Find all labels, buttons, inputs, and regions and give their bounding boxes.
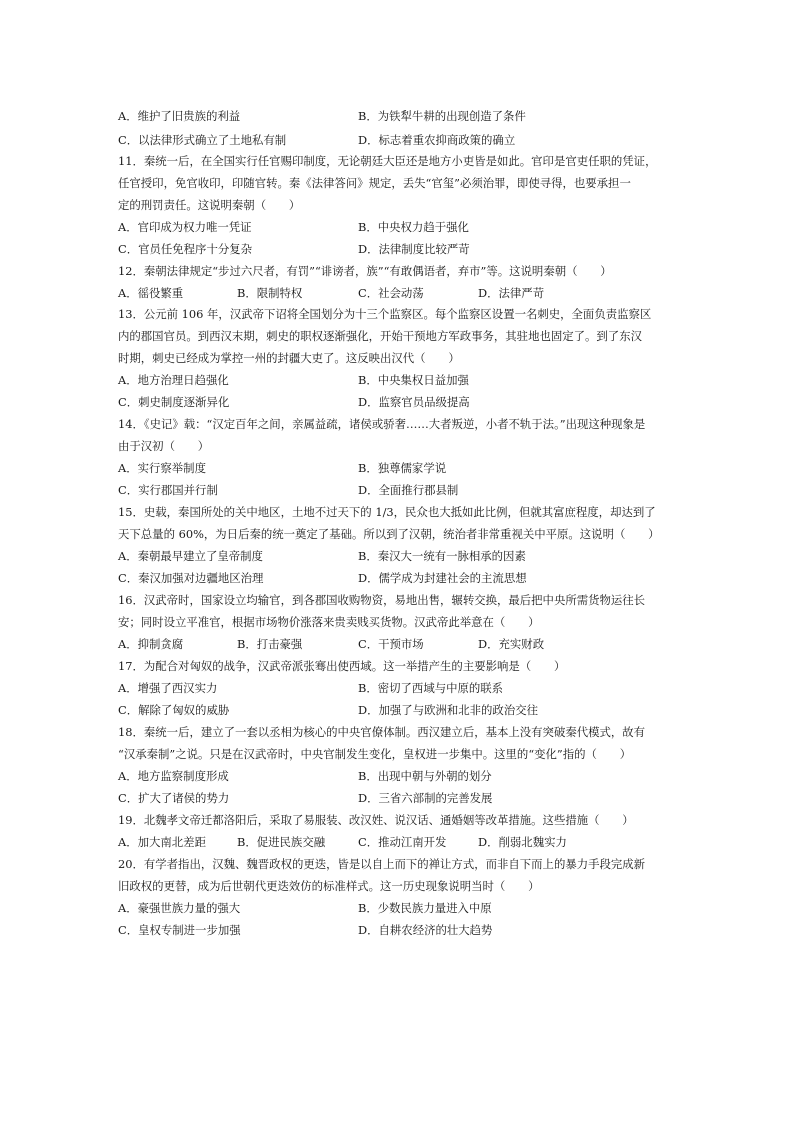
question-16-option-a: A．抑制贪腐 <box>118 637 184 651</box>
question-13-line-3: 时期，刺史已经成为掌控一州的封疆大吏了。这反映出汉代（ ） <box>118 351 460 365</box>
question-11-option-b: B．中央权力趋于强化 <box>358 220 469 234</box>
question-15-option-d: D．儒学成为封建社会的主流思想 <box>358 571 527 585</box>
question-11-line-1: 11．秦统一后，在全国实行任官赐印制度，无论朝廷大臣还是地方小吏皆是如此。官印是官吏任职的凭证， <box>118 154 657 168</box>
question-18-option-d: D．三省六部制的完善发展 <box>358 791 493 805</box>
question-17-option-c: C．解除了匈奴的威胁 <box>118 703 230 717</box>
question-13-option-c: C．刺史制度逐渐异化 <box>118 395 230 409</box>
question-18-line-1: 18．秦统一后，建立了一套以丞相为核心的中央官僚体制。西汉建立后，基本上没有突破秦代模式，故有 <box>118 725 646 739</box>
question-13-option-d: D．监察官员品级提高 <box>358 395 470 409</box>
question-17-option-b: B．密切了西域与中原的联系 <box>358 681 504 695</box>
question-20-line-2: 旧政权的更替，成为后世朝代更迭效仿的标准样式。这一历史现象说明当时（ ） <box>118 879 540 893</box>
option-a: A．维护了旧贵族的利益 <box>118 109 241 123</box>
question-16-option-d: D．充实财政 <box>478 637 545 651</box>
question-11-line-2: 任官授印，免官收印，印随官转。秦《法律答问》规定，丢失“官玺”必须治罪，即使寻得，也要承担一 <box>118 176 631 190</box>
question-14-option-a: A．实行察举制度 <box>118 461 206 475</box>
question-19-option-a: A．加大南北差距 <box>118 835 206 849</box>
question-20-line-1: 20．有学者指出，汉魏、魏晋政权的更迭，皆是以自上而下的禅让方式，而非自下而上的暴力手段完成新 <box>118 857 646 871</box>
question-15-option-b: B．秦汉大一统有一脉相承的因素 <box>358 549 526 563</box>
question-19-option-b: B．促进民族交融 <box>237 835 326 849</box>
question-14-option-c: C．实行郡国并行制 <box>118 483 218 497</box>
question-13-option-b: B．中央集权日益加强 <box>358 373 469 387</box>
question-14-option-d: D．全面推行郡县制 <box>358 483 459 497</box>
option-c: C．以法律形式确立了土地私有制 <box>118 133 287 147</box>
option-d: D．标志着重农抑商政策的确立 <box>358 133 516 147</box>
question-16-line-2: 安；同时设立平准官，根据市场物价涨落来贵卖贱买货物。汉武帝此举意在（ ） <box>118 615 540 629</box>
question-11-option-a: A．官印成为权力唯一凭证 <box>118 220 252 234</box>
question-16-line-1: 16．汉武帝时，国家设立均输官，到各郡国收购物资，易地出售，辗转交换，最后把中央所需货物运往长 <box>118 593 646 607</box>
question-14-line-2: 由于汉初（ ） <box>118 439 210 453</box>
question-11-option-d: D．法律制度比较严苛 <box>358 242 470 256</box>
question-14-line-1: 14．《史记》载：“汉定百年之间，亲属益疏，诸侯或骄奢……大者叛逆，小者不轨于法。”出现这种现象是 <box>118 417 646 431</box>
question-15-line-2: 天下总量的 60%，为日后秦的统一奠定了基础。所以到了汉朝，统治者非常重视关中平原。这说明（ ） <box>118 527 660 541</box>
question-20-option-b: B．少数民族力量进入中原 <box>358 901 492 915</box>
question-12-option-d: D．法律严苛 <box>478 286 545 300</box>
question-20-option-a: A．豪强世族力量的强大 <box>118 901 241 915</box>
question-19-option-c: C．推动江南开发 <box>358 835 447 849</box>
question-18-line-2: “汉承秦制”之说。只是在汉武帝时，中央官制发生变化，皇权进一步集中。这里的“变化”指的（ ） <box>118 747 632 761</box>
question-12-option-b: B．限制特权 <box>237 286 303 300</box>
question-16-option-c: C．干预市场 <box>358 637 424 651</box>
question-18-option-b: B．出现中朝与外朝的划分 <box>358 769 492 783</box>
question-14-option-b: B．独尊儒家学说 <box>358 461 447 475</box>
question-11-line-3: 定的刑罚责任。这说明秦朝（ ） <box>118 198 301 212</box>
question-11-option-c: C．官员任免程序十分复杂 <box>118 242 253 256</box>
question-15-option-a: A．秦朝最早建立了皇帝制度 <box>118 549 263 563</box>
question-19-line-1: 19．北魏孝文帝迁都洛阳后，采取了易服装、改汉姓、说汉话、通婚姻等改革措施。这些措施（ ） <box>118 813 634 827</box>
question-13-line-2: 内的郡国官员。到西汉末期，刺史的职权逐渐强化，开始干预地方军政事务，其驻地也固定了。到了东汉 <box>118 329 642 343</box>
question-20-option-c: C．皇权专制进一步加强 <box>118 923 241 937</box>
question-19-option-d: D．削弱北魏实力 <box>478 835 567 849</box>
question-13-line-1: 13．公元前 106 年，汉武帝下诏将全国划分为十三个监察区。每个监察区设置一名刺史，全面负责监察区 <box>118 307 652 321</box>
question-13-option-a: A．地方治理日趋强化 <box>118 373 229 387</box>
question-18-option-a: A．地方监察制度形成 <box>118 769 229 783</box>
question-20-option-d: D．自耕农经济的壮大趋势 <box>358 923 493 937</box>
question-17-option-d: D．加强了与欧洲和北非的政治交往 <box>358 703 538 717</box>
question-16-option-b: B．打击豪强 <box>237 637 303 651</box>
question-12-line-1: 12．秦朝法律规定“步过六尺者，有罚”“诽谤者，族”“有敢偶语者，弃市”等。这说明秦朝（ ） <box>118 264 612 278</box>
question-18-option-c: C．扩大了诸侯的势力 <box>118 791 230 805</box>
option-b: B．为铁犁牛耕的出现创造了条件 <box>358 109 526 123</box>
question-15-option-c: C．秦汉加强对边疆地区治理 <box>118 571 264 585</box>
question-17-option-a: A．增强了西汉实力 <box>118 681 218 695</box>
question-12-option-c: C．社会动荡 <box>358 286 424 300</box>
question-17-line-1: 17．为配合对匈奴的战争，汉武帝派张骞出使西域。这一举措产生的主要影响是（ ） <box>118 659 566 673</box>
question-15-line-1: 15．史载，秦国所处的关中地区，土地不过天下的 1/3，民众也大抵如此比例，但就其富庶程度，却达到了 <box>118 505 656 519</box>
question-12-option-a: A．徭役繁重 <box>118 286 184 300</box>
